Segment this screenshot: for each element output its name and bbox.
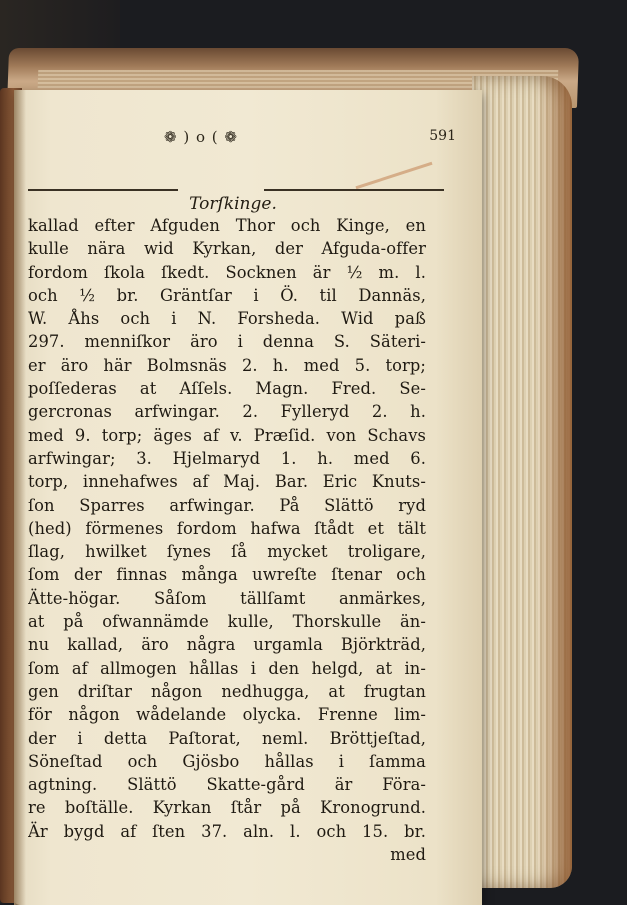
page-stain: [355, 162, 432, 190]
text-line: der i detta Paſtorat, neml. Bröttjeſtad,: [28, 728, 426, 748]
text-line: Söneſtad och Gjösbo hållas i ſamma: [28, 751, 426, 771]
header-ornament: ❁ ) o ( ❁: [164, 128, 238, 146]
text-line: ſom af allmogen hållas i den helgd, at in-: [28, 658, 426, 678]
text-line: och ½ br. Gräntſar i Ö. til Dannäs,: [28, 285, 426, 305]
page-edges: [472, 76, 572, 888]
body-text: [28, 214, 426, 866]
text-line: (hed) förmenes fordom hafwa ſtådt et tält: [28, 518, 426, 538]
text-line: med 9. torp; äges af v. Præſid. von Schavs: [28, 425, 426, 445]
book-page: [14, 90, 482, 905]
open-book: [0, 40, 583, 903]
text-line: fordom ſkola ſkedt. Socknen är ½ m. l.: [28, 262, 426, 282]
text-line: 297. menniſkor äro i denna S. Säteri-: [28, 332, 426, 352]
text-line: Är bygd af ſten 37. aln. l. och 15. br.: [28, 821, 426, 841]
text-line: Ätte-högar. Såſom tällſamt anmärkes,: [28, 588, 426, 608]
text-line: kallad efter Afguden Thor och Kinge, en: [28, 216, 426, 235]
text-line: er äro här Bolmsnäs 2. h. med 5. torp;: [28, 355, 426, 375]
text-line: poſſederas at Aſſels. Magn. Fred. Se-: [28, 379, 426, 399]
page-number: 591: [429, 128, 456, 144]
text-line: agtning. Slättö Skatte-gård är Föra-: [28, 775, 426, 795]
catchword: med: [390, 845, 426, 865]
text-line: gercronas arfwingar. 2. Fylleryd 2. h.: [28, 402, 426, 422]
text-line: torp, innehafwes af Maj. Bar. Eric Knuts-: [28, 472, 426, 492]
running-title: Torſkinge.: [189, 194, 277, 214]
text-line: W. Åhs och i N. Forsheda. Wid paß: [28, 309, 426, 329]
header-rule-left: [28, 189, 178, 191]
text-line: för någon wådelande olycka. Frenne lim-: [28, 705, 426, 725]
text-line: gen driſtar någon nedhugga, at frugtan: [28, 681, 426, 701]
text-line: ſom der finnas många uwreſte ſtenar och: [28, 565, 426, 585]
text-line: at på ofwannämde kulle, Thorskulle än-: [28, 612, 426, 632]
text-line: arfwingar; 3. Hjelmaryd 1. h. med 6.: [28, 448, 426, 468]
text-line: ſon Sparres arfwingar. På Slättö ryd: [28, 495, 426, 515]
header-rule-right: [264, 189, 444, 191]
text-line: ſlag, hwilket ſynes ſå mycket troligare,: [28, 542, 426, 562]
text-line: nu kallad, äro några urgamla Björkträd,: [28, 635, 426, 655]
text-line: re boſtälle. Kyrkan ſtår på Kronogrund.: [28, 798, 426, 818]
text-line: kulle nära wid Kyrkan, der Afguda-offer: [28, 239, 426, 259]
